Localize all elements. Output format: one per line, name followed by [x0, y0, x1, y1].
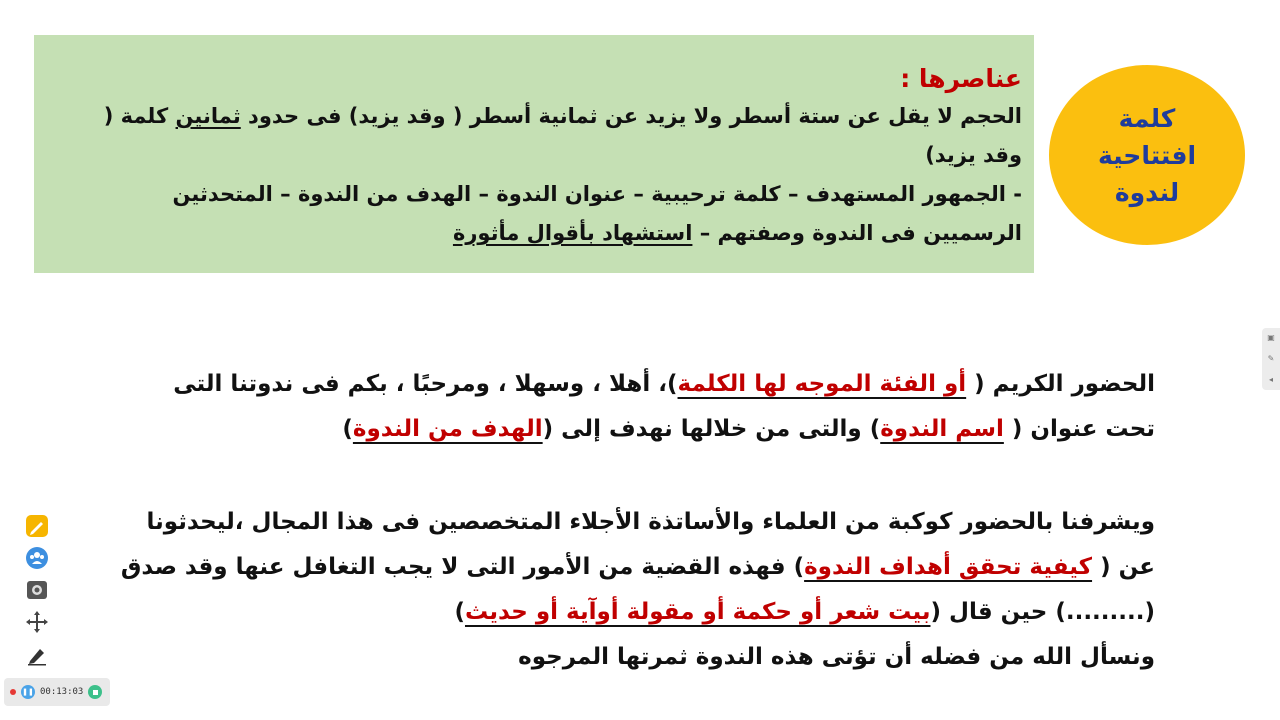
eighty-underlined: ثمانين — [175, 104, 241, 128]
side-tab-icon-2[interactable]: ✎ — [1267, 353, 1275, 363]
elements-box — [34, 35, 1034, 273]
title-circle-text: كلمة افتتاحية لندوة — [1097, 103, 1197, 207]
recording-time: 00:13:03 — [40, 687, 84, 697]
side-tab-icon-1[interactable]: ▣ — [1267, 333, 1275, 343]
speakers-paragraph: ويشرفنا بالحضور كوكبة من العلماء والأساتذة الأجلاء المتخصصين فى هذا المجال ،ليحدثونا عن ( كيفية تحقق أهداف الندوة) فهذه القضية من الأمور التى لا يجب التغافل عنها وقد صدق (.........) حين قال (بيت شعر أو حكمة أو مقولة أوآية أو حديث) ونسأل الله من فضله أن تؤتى هذه الندوة ثمرتها المرجوه — [120, 509, 1155, 670]
closing-line: ونسأل الله من فضله أن تؤتى هذه الندوة ثمرتها المرجوه — [518, 644, 1155, 670]
annotation-toolbar — [21, 512, 53, 672]
users-icon[interactable] — [23, 544, 51, 572]
quote-placeholder: بيت شعر أو حكمة أو مقولة أوآية أو حديث — [464, 599, 931, 625]
recorder-bar — [4, 678, 110, 706]
welcome-paragraph: الحضور الكريم ( أو الفئة الموجه لها الكلمة)، أهلا ، وسهلا ، ومرحبًا ، بكم فى ندوتنا التى تحت عنوان ( اسم الندوة) والتى من خلالها نهدف إلى (الهدف من الندوة) — [173, 371, 1155, 442]
camera-icon[interactable] — [23, 576, 51, 604]
title-circle — [1049, 65, 1245, 245]
elements-heading: عناصرها : — [900, 64, 1022, 93]
seminar-goal-placeholder: الهدف من الندوة — [352, 416, 543, 442]
marker-icon[interactable] — [23, 640, 51, 668]
quotes-underlined: استشهاد بأقوال مأثورة — [452, 221, 693, 245]
seminar-name-placeholder: اسم الندوة — [880, 416, 1004, 442]
side-tab-icon-3[interactable]: ◂ — [1268, 374, 1273, 384]
pen-icon[interactable] — [23, 512, 51, 540]
pause-icon[interactable]: ❚❚ — [21, 685, 35, 699]
recording-dot-icon — [10, 689, 16, 695]
stop-icon[interactable] — [88, 685, 102, 699]
elements-text — [82, 59, 1022, 253]
side-tab[interactable] — [1262, 328, 1280, 390]
move-icon[interactable] — [23, 608, 51, 636]
elements-line1: الحجم لا يقل عن ستة أسطر ولا يزيد عن ثمانية أسطر ( وقد يزيد) فى حدود ثمانين كلمة ( وقد يزيد) — [103, 104, 1022, 167]
goals-placeholder: كيفية تحقق أهداف الندوة — [804, 554, 1093, 580]
elements-line2: - الجمهور المستهدف – كلمة ترحيبية – عنوان الندوة – الهدف من الندوة – المتحدثين الرسميين فى الندوة وصفتهم – استشهاد بأقوال مأثورة — [172, 182, 1022, 245]
audience-placeholder: أو الفئة الموجه لها الكلمة — [677, 371, 967, 397]
